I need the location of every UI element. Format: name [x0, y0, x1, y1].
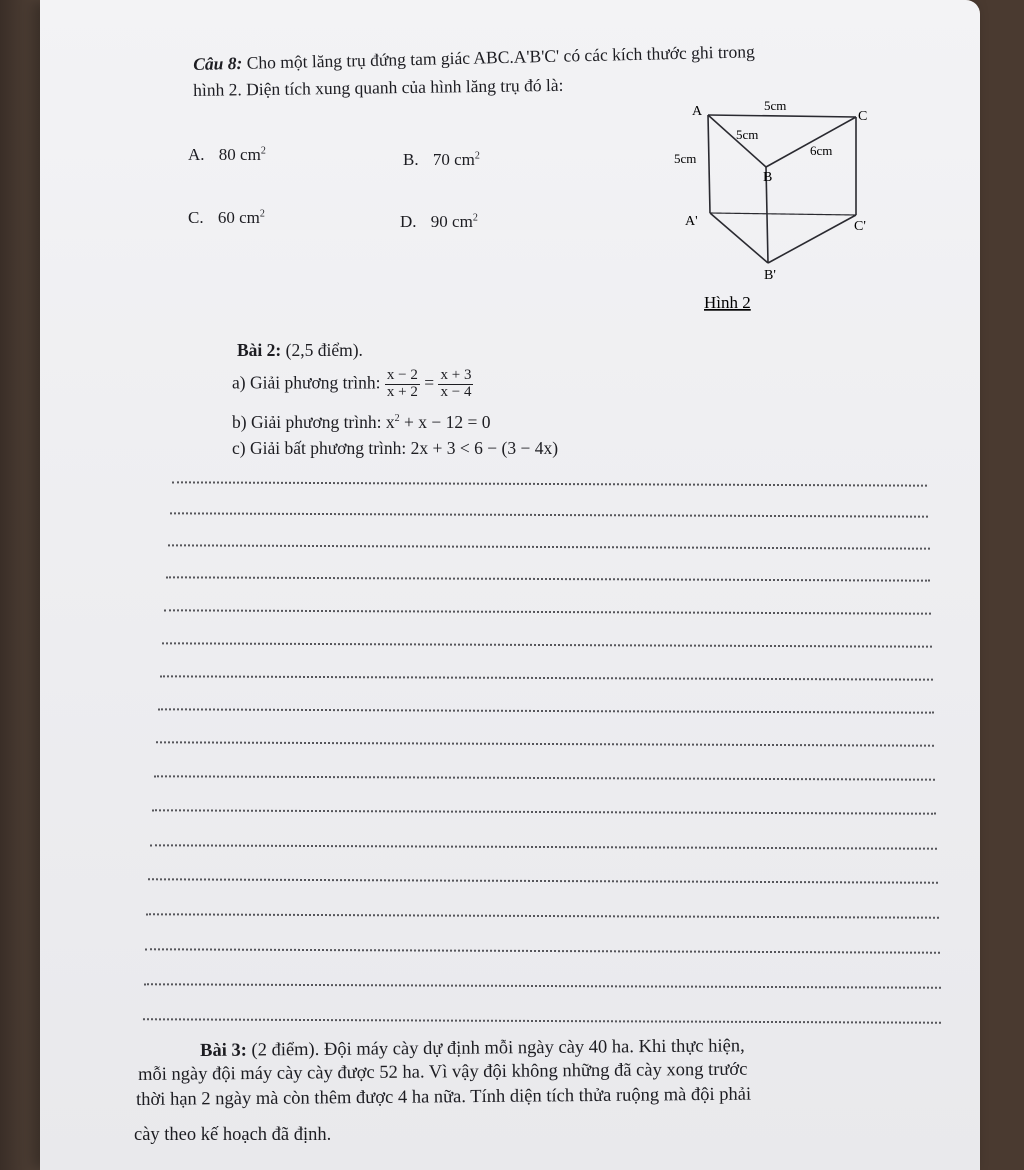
bai2-a-label: a) Giải phương trình:: [232, 372, 381, 393]
bai2-b-x: x: [385, 412, 395, 432]
option-c-sup: 2: [259, 208, 265, 220]
bai2-part-a: [232, 368, 473, 401]
bai2-b-label: b) Giải phương trình:: [232, 412, 382, 432]
dim-ab: 5cm: [736, 127, 759, 142]
equals-sign: =: [424, 372, 435, 393]
vertex-b1: B': [764, 268, 776, 283]
question8-label: Câu 8:: [193, 52, 243, 74]
bai3-text-line2: mỗi ngày đội máy cày cày được 52 ha. Vì vậy đội không những đã cày xong trước: [138, 1059, 748, 1085]
fraction-left-den: x + 2: [386, 383, 418, 400]
bai2-b-rest: + x − 12 = 0: [404, 412, 491, 432]
bai2-part-c: [232, 438, 558, 459]
dim-bc: 6cm: [810, 143, 833, 158]
vertex-a1: A': [685, 214, 698, 229]
edge-ac: [708, 115, 856, 117]
option-b-value: 70 cm: [432, 150, 475, 169]
bai3-text-line1: Đội máy cày dự định mỗi ngày cày 40 ha. Khi thực hiện,: [323, 1036, 745, 1060]
edge-b1c1: [768, 215, 856, 263]
vertex-b: B: [763, 170, 773, 185]
option-c-value: 60 cm: [217, 208, 260, 227]
prism-figure: [670, 95, 890, 320]
vertex-c: C: [858, 109, 868, 124]
edge-bc: [766, 117, 856, 167]
bai2-points: (2,5 điểm).: [285, 340, 363, 360]
edge-a1c1: [710, 213, 856, 215]
fraction-left: [385, 368, 420, 401]
dim-ac: 5cm: [764, 98, 787, 113]
option-d-value: 90 cm: [430, 212, 473, 231]
bai2-title-line: [237, 340, 363, 361]
fraction-left-num: x − 2: [386, 367, 418, 383]
bai2-part-b: [232, 412, 490, 433]
bai3-text-line4: cày theo kế hoạch đã định.: [134, 1125, 332, 1145]
option-c-letter: C.: [188, 208, 204, 227]
option-d-sup: 2: [472, 212, 478, 224]
option-c: [188, 208, 265, 228]
option-a-letter: A.: [188, 145, 205, 164]
bai2-title: Bài 2:: [237, 340, 282, 360]
option-a-value: 80 cm: [218, 145, 261, 164]
bai2-c-label: c) Giải bất phương trình:: [232, 438, 407, 458]
dim-aa1: 5cm: [674, 151, 697, 166]
vertex-c1: C': [854, 219, 866, 234]
bai3-title: Bài 3:: [200, 1040, 247, 1061]
option-a-sup: 2: [260, 145, 266, 157]
fraction-right: [438, 368, 473, 401]
bai2-b-sup: 2: [394, 413, 400, 425]
question8-text-line1: Cho một lăng trụ đứng tam giác ABC.A'B'C' có các kích thước ghi trong: [246, 41, 755, 73]
bai2-c-eq: 2x + 3 < 6 − (3 − 4x): [410, 438, 559, 458]
option-b: [403, 150, 480, 170]
question8-text-line2: hình 2. Diện tích xung quanh của hình lăng trụ đó là:: [193, 74, 564, 100]
vertex-a: A: [692, 104, 703, 119]
edge-aa1: [708, 115, 710, 213]
fraction-right-num: x + 3: [440, 367, 472, 383]
option-b-letter: B.: [403, 150, 419, 169]
option-d-letter: D.: [400, 212, 417, 231]
option-d: [400, 212, 478, 232]
figure-caption: Hình 2: [704, 293, 751, 312]
option-b-sup: 2: [474, 150, 480, 162]
fraction-right-den: x − 4: [440, 383, 472, 400]
bai3-text-line3: thời hạn 2 ngày mà còn thêm được 4 ha nữa. Tính diện tích thửa ruộng mà đội phải: [136, 1084, 752, 1110]
bai3-points: (2 điểm).: [251, 1039, 320, 1061]
option-a: [188, 145, 266, 165]
edge-a1b1: [710, 213, 768, 263]
